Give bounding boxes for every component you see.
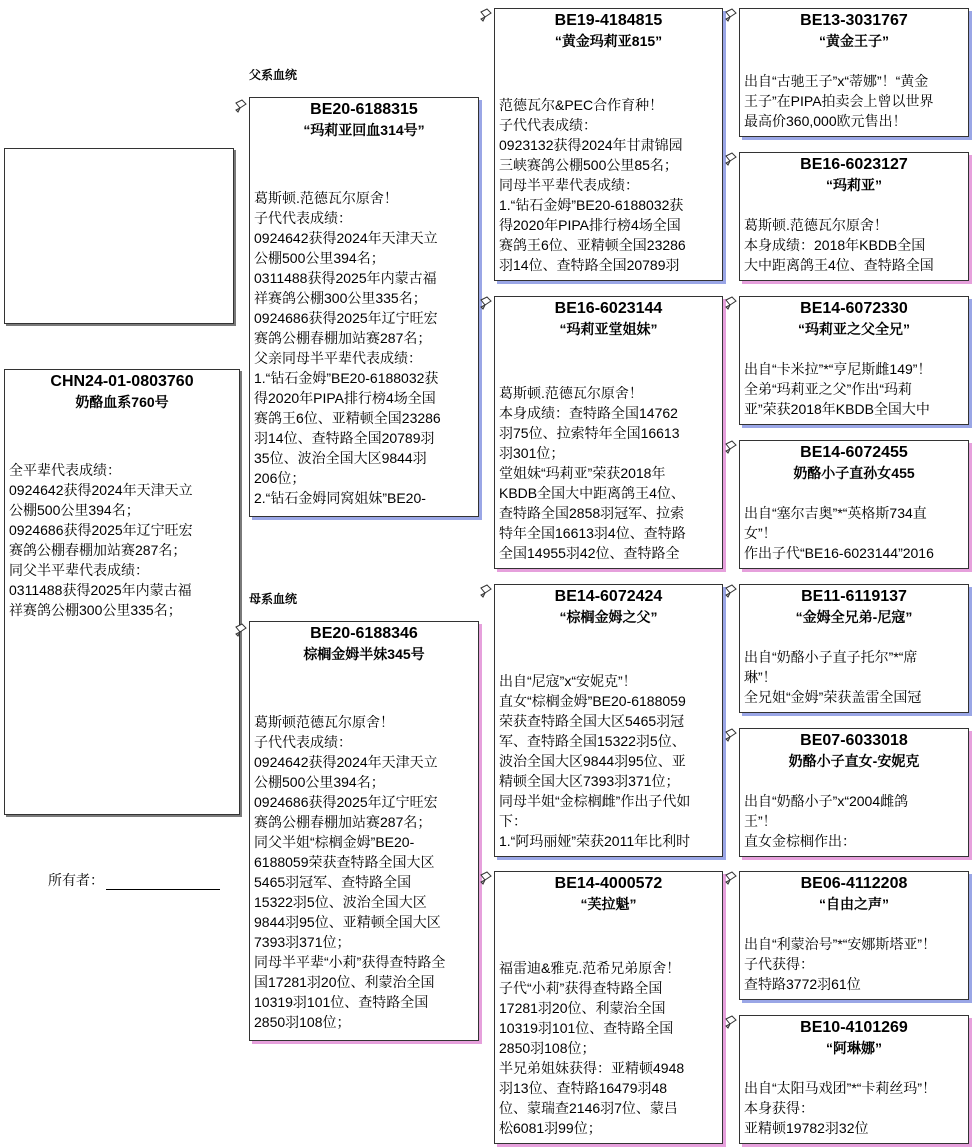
bird-desc xyxy=(740,647,968,707)
desc-line: 荣获查特路全国大区5465羽冠 xyxy=(499,713,685,729)
desc-line: 葛斯顿.范德瓦尔原舍！ xyxy=(744,217,888,233)
grandparent-card[interactable] xyxy=(494,8,723,281)
desc-line: 0924642获得2024年天津天立 xyxy=(9,482,193,498)
dam-ring: BE20-6188346 xyxy=(310,625,418,642)
bird-name: “自由之声” xyxy=(819,896,889,912)
ring-number: BE11-6119137 xyxy=(801,588,907,605)
desc-line: 0311488获得2025年内蒙古福 xyxy=(9,582,192,598)
sire-name: “玛莉亚回血314号” xyxy=(303,122,425,138)
edit-pencil-icon[interactable] xyxy=(724,296,738,310)
desc-line: 全平辈代表成绩： xyxy=(9,462,121,478)
desc-line: 17281羽20位、利蒙治全国 xyxy=(499,1000,666,1016)
edit-pencil-icon[interactable] xyxy=(724,8,738,22)
bird-name: “阿琳娜” xyxy=(826,1040,882,1056)
bird-desc xyxy=(740,934,968,994)
desc-line: 赛鸽公棚春棚加站赛287名； xyxy=(254,330,432,346)
great-grandparent-card[interactable] xyxy=(739,296,969,425)
desc-line: 2.“钻石金姆同窝姐妹”BE20- xyxy=(254,490,426,506)
desc-line: 同母半平辈“小莉”获得查特路全 xyxy=(254,954,446,970)
ring-number: BE14-6072455 xyxy=(800,444,908,461)
subject-ring: CHN24-01-0803760 xyxy=(50,373,194,390)
desc-line: 出自“尼寇”x“安妮克”！ xyxy=(499,673,637,689)
desc-line: 子代获得： xyxy=(744,956,814,972)
desc-line: 王子”在PIPA拍卖会上曾以世界 xyxy=(744,93,934,109)
bird-desc xyxy=(740,71,968,131)
desc-line: 得2020年PIPA排行榜4场全国 xyxy=(254,390,436,406)
desc-line: 同母半平辈代表成绩： xyxy=(499,177,639,193)
bird-name: “黄金玛莉亚815” xyxy=(554,33,663,49)
desc-line: 下： xyxy=(499,813,527,829)
desc-line: 葛斯顿.范德瓦尔原舍！ xyxy=(499,385,643,401)
desc-line: 父亲同母半平辈代表成绩： xyxy=(254,350,422,366)
edit-pencil-icon[interactable] xyxy=(479,296,493,310)
bird-name: 奶酪小子直孙女455 xyxy=(793,465,915,481)
desc-line: 羽13位、查特路16479羽48 xyxy=(499,1080,668,1096)
desc-line: 0924686获得2025年辽宁旺宏 xyxy=(9,522,193,538)
desc-line: 查特路3772羽61位 xyxy=(744,976,861,992)
desc-line: 位、蒙瑞查2146羽7位、蒙吕 xyxy=(499,1100,678,1116)
dam-card[interactable] xyxy=(249,621,479,1041)
grandparent-card[interactable] xyxy=(494,584,723,857)
desc-line: 福雷迪&雅克.范希兄弟原舍！ xyxy=(499,960,681,976)
desc-line: 公棚500公里394名； xyxy=(254,250,385,266)
bird-name: “玛莉亚” xyxy=(826,177,882,193)
bird-name: “玛莉亚堂姐妹” xyxy=(559,321,658,337)
ring-number: BE07-6033018 xyxy=(800,732,908,749)
sire-line-label: 父系血统 xyxy=(249,68,298,82)
bird-desc xyxy=(495,958,722,1138)
desc-line: 琳”！ xyxy=(744,669,777,685)
desc-line: 出自“古驰王子”x“蒂娜”！“黄金 xyxy=(744,73,929,89)
desc-line: 精顿全国大区7393羽371位； xyxy=(499,773,680,789)
photo-frame xyxy=(4,148,234,324)
desc-line: 特年全国16613羽4位、查特路 xyxy=(499,525,686,541)
edit-pencil-icon[interactable] xyxy=(724,871,738,885)
sire-desc xyxy=(250,188,478,508)
desc-line: 5465羽冠军、查特路全国 xyxy=(254,874,412,890)
desc-line: 同父半平辈代表成绩： xyxy=(9,562,149,578)
desc-line: 查特路全国2858羽冠军、拉索 xyxy=(499,505,685,521)
desc-line: 作出子代“BE16-6023144”2016 xyxy=(744,545,934,561)
desc-line: 1.“钻石金姆”BE20-6188032获 xyxy=(254,370,439,386)
desc-line: 羽301位； xyxy=(499,445,565,461)
bird-desc xyxy=(740,1078,968,1138)
dam-line-label: 母系血统 xyxy=(249,592,298,606)
desc-line: 半兄弟姐妹获得：亚精顿4948 xyxy=(499,1060,685,1076)
desc-line: 葛斯顿.范德瓦尔原舍！ xyxy=(254,190,398,206)
desc-line: 公棚500公里394名； xyxy=(9,502,140,518)
desc-line: 出自“奶酪小子”x“2004雌鸽 xyxy=(744,793,909,809)
desc-line: 出自“卡米拉”*“亨尼斯雌149”！ xyxy=(744,361,932,377)
desc-line: 羽75位、拉索特年全国16613 xyxy=(499,425,680,441)
desc-line: 赛鸽王6位、亚精顿全国23286 xyxy=(254,410,441,426)
bird-desc xyxy=(495,671,722,851)
desc-line: 全国14955羽42位、查特路全 xyxy=(499,545,680,561)
desc-line: 2850羽108位； xyxy=(254,1014,351,1030)
desc-line: 0924686获得2025年辽宁旺宏 xyxy=(254,310,438,326)
ring-number: BE14-6072424 xyxy=(554,588,663,605)
ring-number: BE13-3031767 xyxy=(800,12,908,29)
subject-name: 奶酪血系760号 xyxy=(75,394,169,410)
great-grandparent-card[interactable] xyxy=(739,871,969,1000)
desc-line: 全弟“玛莉亚之父”作出“玛莉 xyxy=(744,381,912,397)
desc-line: 军、查特路全国15322羽5位、 xyxy=(499,733,686,749)
edit-pencil-icon[interactable] xyxy=(479,584,493,598)
desc-line: 国17281羽20位、利蒙治全国 xyxy=(254,974,435,990)
desc-line: 1.“钻石金姆”BE20-6188032获 xyxy=(499,197,684,213)
subject-card xyxy=(4,369,240,815)
desc-line: 本身获得： xyxy=(744,1100,814,1116)
desc-line: 子代代表成绩： xyxy=(254,210,352,226)
desc-line: 子代“小莉”获得查特路全国 xyxy=(499,980,663,996)
ring-number: BE10-4101269 xyxy=(800,1019,908,1036)
sire-card[interactable] xyxy=(249,97,479,517)
desc-line: 直女“棕榈金姆”BE20-6188059 xyxy=(499,693,686,709)
bird-name: 奶酪小子直女-安妮克 xyxy=(788,753,920,769)
desc-line: 9844羽95位、亚精顿全国大区 xyxy=(254,914,441,930)
desc-line: 葛斯顿范德瓦尔原舍！ xyxy=(254,714,394,730)
desc-line: 出自“利蒙治号”*“安娜斯塔亚”！ xyxy=(744,936,937,952)
ring-number: BE16-6023127 xyxy=(800,156,908,173)
great-grandparent-card[interactable] xyxy=(739,728,969,857)
desc-line: 0923132获得2024年甘肃锦园 xyxy=(499,137,683,153)
desc-line: 35位、波治全国大区9844羽 xyxy=(254,450,427,466)
grandparent-card[interactable] xyxy=(494,296,723,569)
great-grandparent-card[interactable] xyxy=(739,8,969,137)
desc-line: 出自“太阳马戏团”*“卡莉丝玛”！ xyxy=(744,1080,937,1096)
bird-desc xyxy=(495,383,722,563)
bird-desc xyxy=(740,215,968,275)
edit-pencil-icon[interactable] xyxy=(234,99,248,113)
desc-line: 同母半姐“金棕榈雌”作出子代如 xyxy=(499,793,691,809)
desc-line: 2850羽108位； xyxy=(499,1040,596,1056)
desc-line: 赛鸽王6位、亚精顿全国23286 xyxy=(499,237,686,253)
desc-line: 子代代表成绩： xyxy=(254,734,352,750)
ring-number: BE19-4184815 xyxy=(554,12,663,29)
desc-line: 公棚500公里394名； xyxy=(254,774,385,790)
edit-pencil-icon[interactable] xyxy=(234,623,248,637)
desc-line: 本身成绩：2018年KBDB全国 xyxy=(744,237,926,253)
desc-line: 赛鸽公棚春棚加站赛287名； xyxy=(254,814,432,830)
ring-number: BE14-4000572 xyxy=(554,875,663,892)
desc-line: 三峡赛鸽公棚500公里85名； xyxy=(499,157,678,173)
bird-name: “金姆全兄弟-尼寇” xyxy=(795,609,913,625)
edit-pencil-icon[interactable] xyxy=(479,871,493,885)
sire-ring: BE20-6188315 xyxy=(310,101,418,118)
ring-number: BE16-6023144 xyxy=(554,300,663,317)
ring-number: BE06-4112208 xyxy=(800,875,908,892)
edit-pencil-icon[interactable] xyxy=(724,1015,738,1029)
edit-pencil-icon[interactable] xyxy=(724,152,738,166)
desc-line: 亚”荣获2018年KBDB全国大中 xyxy=(744,401,930,417)
desc-line: 波治全国大区9844羽95位、亚 xyxy=(499,753,686,769)
desc-line: 子代代表成绩： xyxy=(499,117,597,133)
owner-label: 所有者： xyxy=(48,872,104,888)
desc-line: 全兄姐“金姆”荣获盖雷全国冠 xyxy=(744,689,922,705)
desc-line: 15322羽5位、波治全国大区 xyxy=(254,894,427,910)
bird-name: “玛莉亚之父全兄” xyxy=(798,321,910,337)
great-grandparent-card[interactable] xyxy=(739,1015,969,1144)
desc-line: 大中距离鸽王4位、查特路全国 xyxy=(744,257,934,273)
desc-line: 祥赛鸽公棚300公里335名； xyxy=(254,290,427,306)
desc-line: 出自“奶酪小子直子托尔”*“席 xyxy=(744,649,918,665)
bird-desc xyxy=(740,359,968,419)
great-grandparent-card[interactable] xyxy=(739,440,969,569)
dam-desc xyxy=(250,712,478,1032)
great-grandparent-card[interactable] xyxy=(739,152,969,281)
desc-line: 7393羽371位； xyxy=(254,934,351,950)
desc-line: 亚精顿19782羽32位 xyxy=(744,1120,869,1136)
desc-line: KBDB全国大中距离鸽王4位、 xyxy=(499,485,685,501)
bird-desc xyxy=(740,503,968,563)
desc-line: 6188059荣获查特路全国大区 xyxy=(254,854,435,870)
desc-line: 羽14位、查特路全国20789羽 xyxy=(254,430,435,446)
owner-field xyxy=(48,870,220,890)
desc-line: 1.“阿玛丽娅”荣获2011年比利时 xyxy=(499,833,691,849)
desc-line: 得2020年PIPA排行榜4场全国 xyxy=(499,217,681,233)
desc-line: 出自“塞尔吉奥”*“英格斯734直 xyxy=(744,505,927,521)
bird-name: “棕榈金姆之父” xyxy=(559,609,658,625)
desc-line: 0311488获得2025年内蒙古福 xyxy=(254,270,437,286)
edit-pencil-icon[interactable] xyxy=(724,728,738,742)
desc-line: 羽14位、查特路全国20789羽 xyxy=(499,257,680,273)
desc-line: 赛鸽公棚春棚加站赛287名； xyxy=(9,542,187,558)
bird-name: “芙拉魁” xyxy=(580,896,637,912)
desc-line: 0924642获得2024年天津天立 xyxy=(254,754,438,770)
desc-line: 10319羽101位、查特路全国 xyxy=(254,994,429,1010)
desc-line: 最高价360,000欧元售出！ xyxy=(744,113,907,129)
grandparent-card[interactable] xyxy=(494,871,723,1144)
desc-line: 同父半姐“棕榈金姆”BE20- xyxy=(254,834,415,850)
desc-line: 范德瓦尔&PEC合作育种！ xyxy=(499,97,664,113)
bird-desc xyxy=(495,95,722,275)
desc-line: 王”！ xyxy=(744,813,777,829)
edit-pencil-icon[interactable] xyxy=(724,440,738,454)
desc-line: 0924642获得2024年天津天立 xyxy=(254,230,438,246)
desc-line: 206位； xyxy=(254,470,306,486)
subject-desc xyxy=(5,460,239,620)
great-grandparent-card[interactable] xyxy=(739,584,969,713)
bird-name: “黄金王子” xyxy=(819,33,889,49)
desc-line: 女”！ xyxy=(744,525,777,541)
desc-line: 本身成绩：查特路全国14762 xyxy=(499,405,678,421)
desc-line: 松6081羽99位； xyxy=(499,1120,602,1136)
owner-blank-line xyxy=(106,875,220,890)
ring-number: BE14-6072330 xyxy=(800,300,908,317)
desc-line: 直女金棕榈作出： xyxy=(744,833,856,849)
desc-line: 0924686获得2025年辽宁旺宏 xyxy=(254,794,438,810)
dam-name: 棕榈金姆半妹345号 xyxy=(303,646,425,662)
edit-pencil-icon[interactable] xyxy=(724,584,738,598)
desc-line: 祥赛鸽公棚300公里335名； xyxy=(9,602,182,618)
edit-pencil-icon[interactable] xyxy=(479,8,493,22)
bird-desc xyxy=(740,791,968,851)
desc-line: 10319羽101位、查特路全国 xyxy=(499,1020,674,1036)
desc-line: 堂姐妹“玛莉亚”荣获2018年 xyxy=(499,465,666,481)
